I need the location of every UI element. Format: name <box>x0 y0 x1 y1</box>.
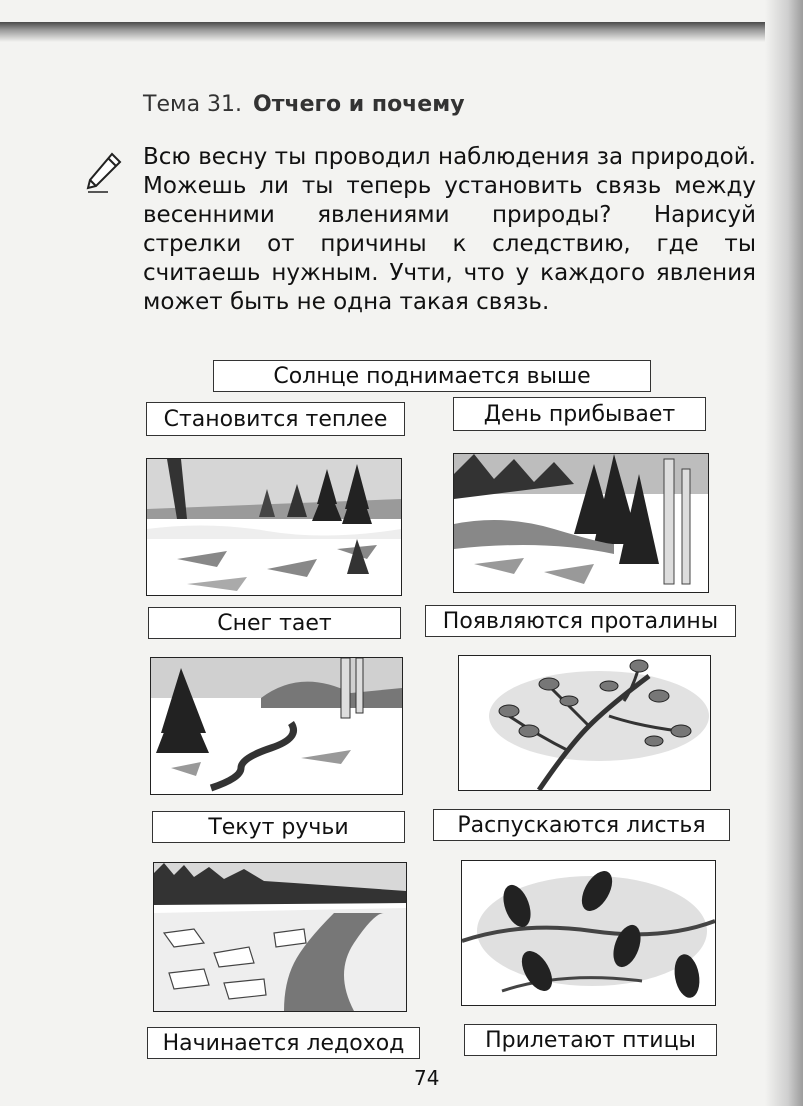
box-day-longer[interactable]: День прибывает <box>453 397 706 431</box>
box-sun-rises[interactable]: Солнце поднимается выше <box>213 360 651 392</box>
pencil-icon <box>82 152 122 196</box>
box-warmer[interactable]: Становится теплее <box>146 402 405 436</box>
topic-title: Отчего и почему <box>253 92 465 117</box>
page-number: 74 <box>414 1066 440 1090</box>
picture-birds <box>461 860 716 1006</box>
topic-label: Тема 31. <box>143 92 243 117</box>
box-thawed-patches[interactable]: Появляются проталины <box>425 605 736 637</box>
box-leaves[interactable]: Распускаются листья <box>433 809 730 841</box>
task-text: Всю весну ты проводил наблюдения за природой. Можешь ли ты теперь установить связь между весенними явлениями природы? Нарисуй стрелки от причины к следствию, где ты считаешь нужным. Учти, что у каждого явления может быть не одна такая связь. <box>143 144 756 315</box>
box-streams[interactable]: Текут ручьи <box>152 811 405 843</box>
box-snow-melts[interactable]: Снег тает <box>148 607 401 639</box>
topic-heading <box>143 92 465 117</box>
page-binding-shadow <box>765 0 803 1106</box>
picture-snowy-forest <box>146 458 402 596</box>
picture-leaves <box>458 655 711 791</box>
box-ice-drift[interactable]: Начинается ледоход <box>147 1027 420 1059</box>
picture-forest-patches <box>453 453 709 593</box>
picture-ice-drift <box>153 862 407 1012</box>
picture-streams <box>150 657 403 795</box>
page-top-shadow <box>0 22 803 42</box>
box-birds[interactable]: Прилетают птицы <box>464 1024 717 1056</box>
